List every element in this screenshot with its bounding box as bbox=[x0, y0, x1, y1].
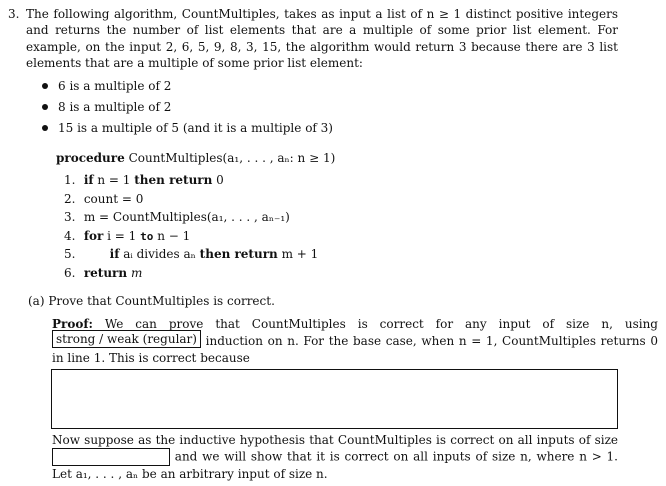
problem-intro: The following algorithm, CountMultiples, takes as input a list of n ≥ 1 distinct positive integers and returns the number of list elements that are a multiple of some prior list element. For example, on the input 2, 6, 5, 9, 8, 3, 15, the algorithm would return 3 because there are 3 list elements that are a multiple of some prior list element: bbox=[26, 7, 618, 70]
procedure-signature: CountMultiples(a₁, . . . , aₙ: n ≥ 1) bbox=[128, 151, 336, 165]
algo-line-6: 6. return m bbox=[64, 266, 143, 280]
algo-line-4: 4. for i = 1 to n − 1 bbox=[64, 229, 191, 243]
procedure-header bbox=[56, 150, 456, 166]
bullet-icon bbox=[42, 104, 48, 110]
algo-line-1: 1. if n = 1 then return 0 bbox=[64, 173, 224, 187]
part-a-label: (a) Prove that CountMultiples is correct. bbox=[28, 294, 275, 308]
problem-statement bbox=[8, 6, 618, 71]
procedure-keyword: procedure bbox=[56, 151, 125, 165]
algo-line-3: 3. m = CountMultiples(a₁, . . . , aₙ₋₁) bbox=[64, 210, 290, 224]
example-list bbox=[40, 78, 600, 141]
bullet-icon bbox=[42, 83, 48, 89]
proof-paragraph: Proof: We can prove that CountMultiples is correct for any input of size n, using strong / weak (regular) induction on n. For the base case, when n = 1, CountMultiples returns 0 in line 1. This is correct because bbox=[52, 317, 658, 366]
list-item: 15 is a multiple of 5 (and it is a multiple of 3) bbox=[40, 120, 600, 141]
inductive-step-paragraph: Now suppose as the inductive hypothesis that CountMultiples is correct on all inputs of size and we will show that it is correct on all inputs of size n, where n > 1. Let a₁, . . . , aₙ be an arbitrary input of size n. bbox=[52, 433, 618, 482]
algo-line-5: 5. if aᵢ divides aₙ then return m + 1 bbox=[64, 247, 319, 261]
algo-line-2: 2. count = 0 bbox=[64, 192, 144, 206]
list-item: 6 is a multiple of 2 bbox=[40, 78, 600, 99]
proof-label: Proof: bbox=[52, 317, 93, 331]
problem-number: 3. bbox=[8, 7, 20, 21]
bullet-icon bbox=[42, 125, 48, 131]
base-case-answer-box[interactable] bbox=[51, 369, 618, 429]
hypothesis-size-box[interactable] bbox=[52, 448, 170, 466]
list-item: 8 is a multiple of 2 bbox=[40, 99, 600, 120]
induction-type-choice[interactable]: strong / weak (regular) bbox=[52, 330, 201, 348]
